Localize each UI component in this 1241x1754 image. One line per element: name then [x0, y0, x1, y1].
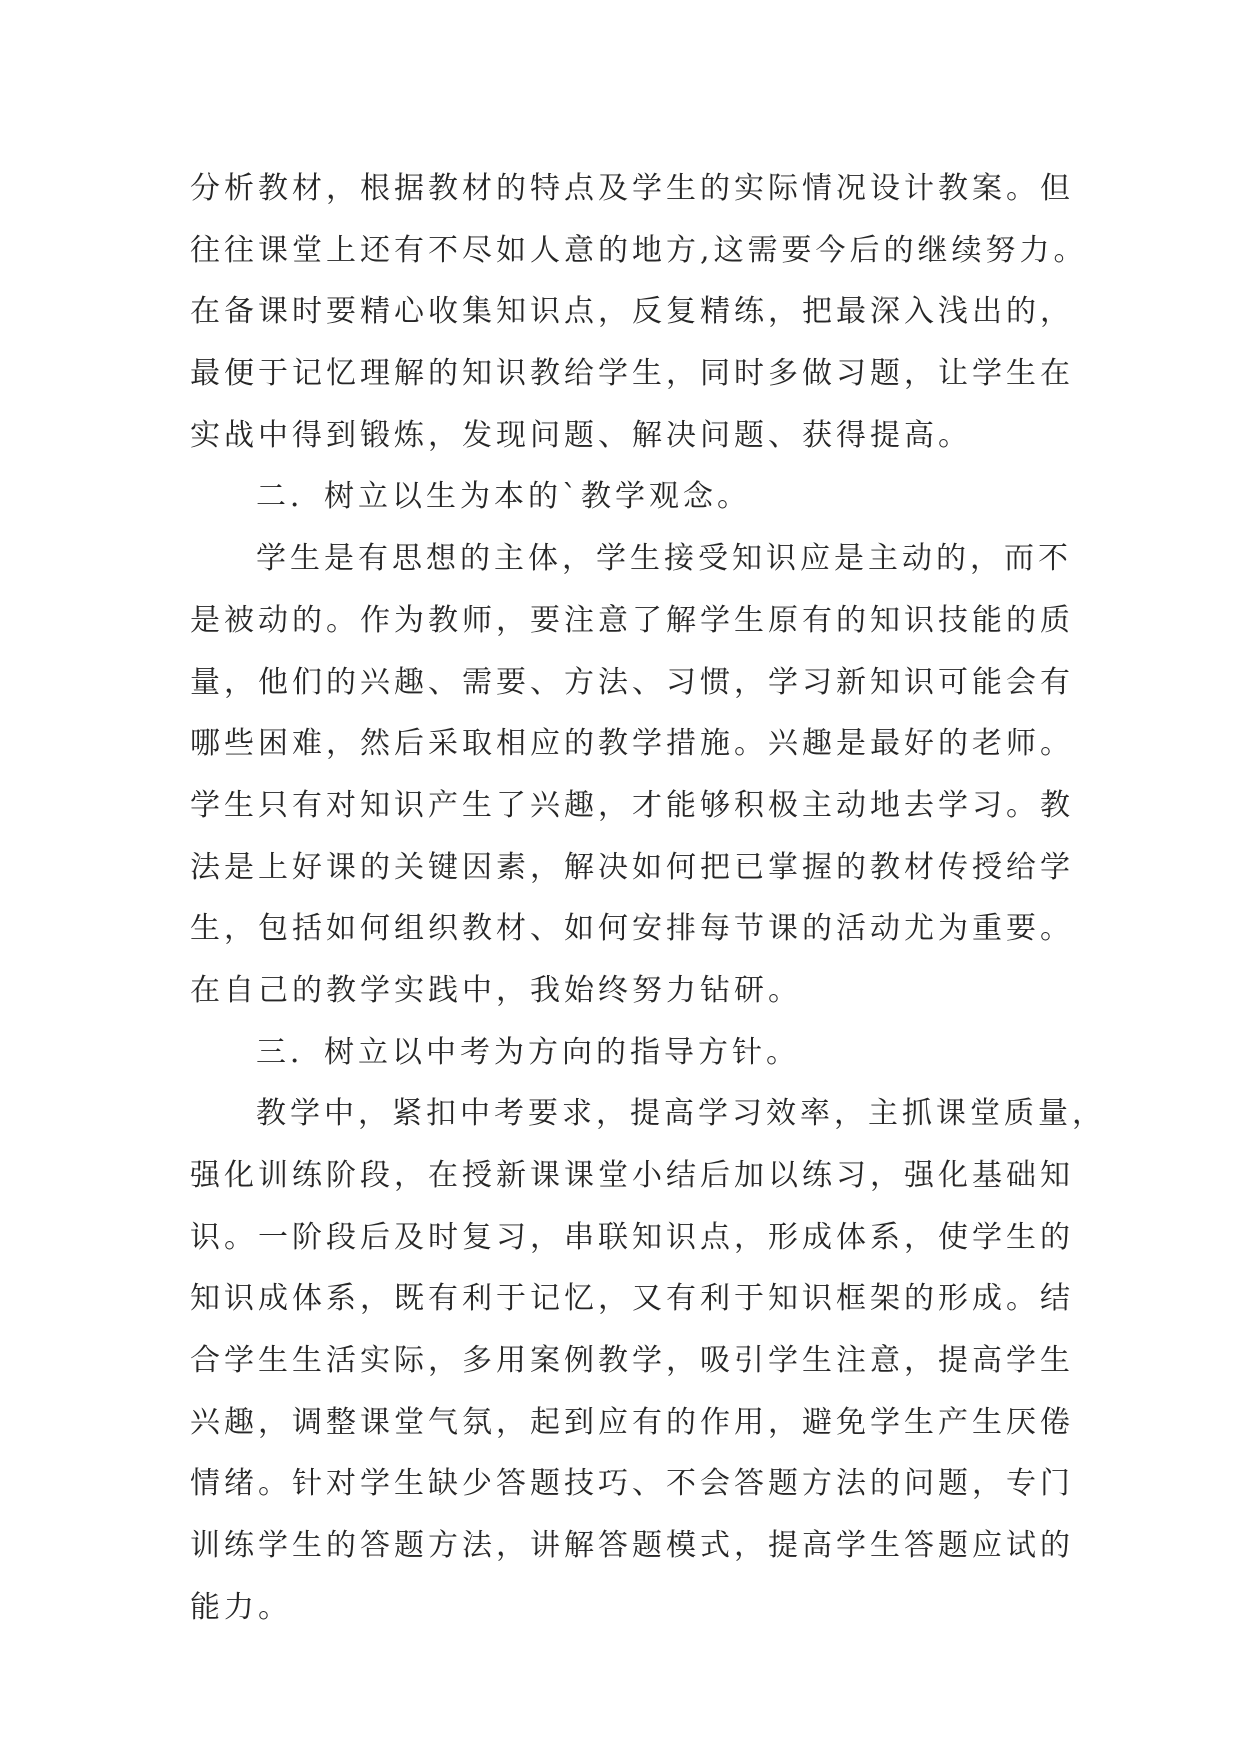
body-text [190, 158, 1106, 1639]
text-line: 实战中得到锻炼，发现问题、解决问题、获得提高。 [190, 417, 972, 453]
text-line: 合学生生活实际，多用案例教学，吸引学生注意，提高学生 [190, 1343, 1074, 1379]
text-line: 知识成体系，既有利于记忆，又有利于知识框架的形成。结 [190, 1281, 1074, 1317]
section-heading: 二．树立以生为本的`教学观念。 [256, 479, 751, 515]
text-line: 强化训练阶段，在授新课课堂小结后加以练习，强化基础知 [190, 1158, 1074, 1193]
section-heading: 三．树立以中考为方向的指导方针。 [256, 1034, 800, 1070]
text-line: 分析教材，根据教材的特点及学生的实际情况设计教案。但 [190, 171, 1074, 206]
text-line: 往往课堂上还有不尽如人意的地方,这需要今后的继续努力。 [190, 232, 1088, 268]
text-line: 能力。 [190, 1589, 292, 1625]
text-line: 训练学生的答题方法，讲解答题模式，提高学生答题应试的 [190, 1528, 1074, 1564]
text-line: 哪些困难，然后采取相应的教学措施。兴趣是最好的老师。 [190, 726, 1074, 762]
text-line: 兴趣，调整课堂气氛，起到应有的作用，避免学生产生厌倦 [190, 1404, 1074, 1440]
text-line: 是被动的。作为教师，要注意了解学生原有的知识技能的质 [190, 602, 1074, 638]
text-line: 量，他们的兴趣、需要、方法、习惯，学习新知识可能会有 [190, 664, 1074, 700]
text-line: 法是上好课的关键因素，解决如何把已掌握的教材传授给学 [190, 849, 1074, 885]
text-line: 在自己的教学实践中，我始终努力钻研。 [190, 972, 802, 1008]
text-line: 学生只有对知识产生了兴趣，才能够积极主动地去学习。教 [190, 787, 1074, 823]
text-line: 识。一阶段后及时复习，串联知识点，形成体系，使学生的 [190, 1219, 1074, 1255]
text-line: 学生是有思想的主体，学生接受知识应是主动的，而不 [256, 541, 1072, 577]
text-line: 生，包括如何组织教材、如何安排每节课的活动尤为重要。 [190, 911, 1074, 947]
text-line: 最便于记忆理解的知识教给学生，同时多做习题，让学生在 [190, 356, 1074, 392]
text-line: 教学中，紧扣中考要求，提高学习效率，主抓课堂质量， [256, 1096, 1106, 1132]
text-line: 情绪。针对学生缺少答题技巧、不会答题方法的问题，专门 [190, 1466, 1074, 1502]
text-line: 在备课时要精心收集知识点，反复精练，把最深入浅出的， [190, 294, 1074, 330]
